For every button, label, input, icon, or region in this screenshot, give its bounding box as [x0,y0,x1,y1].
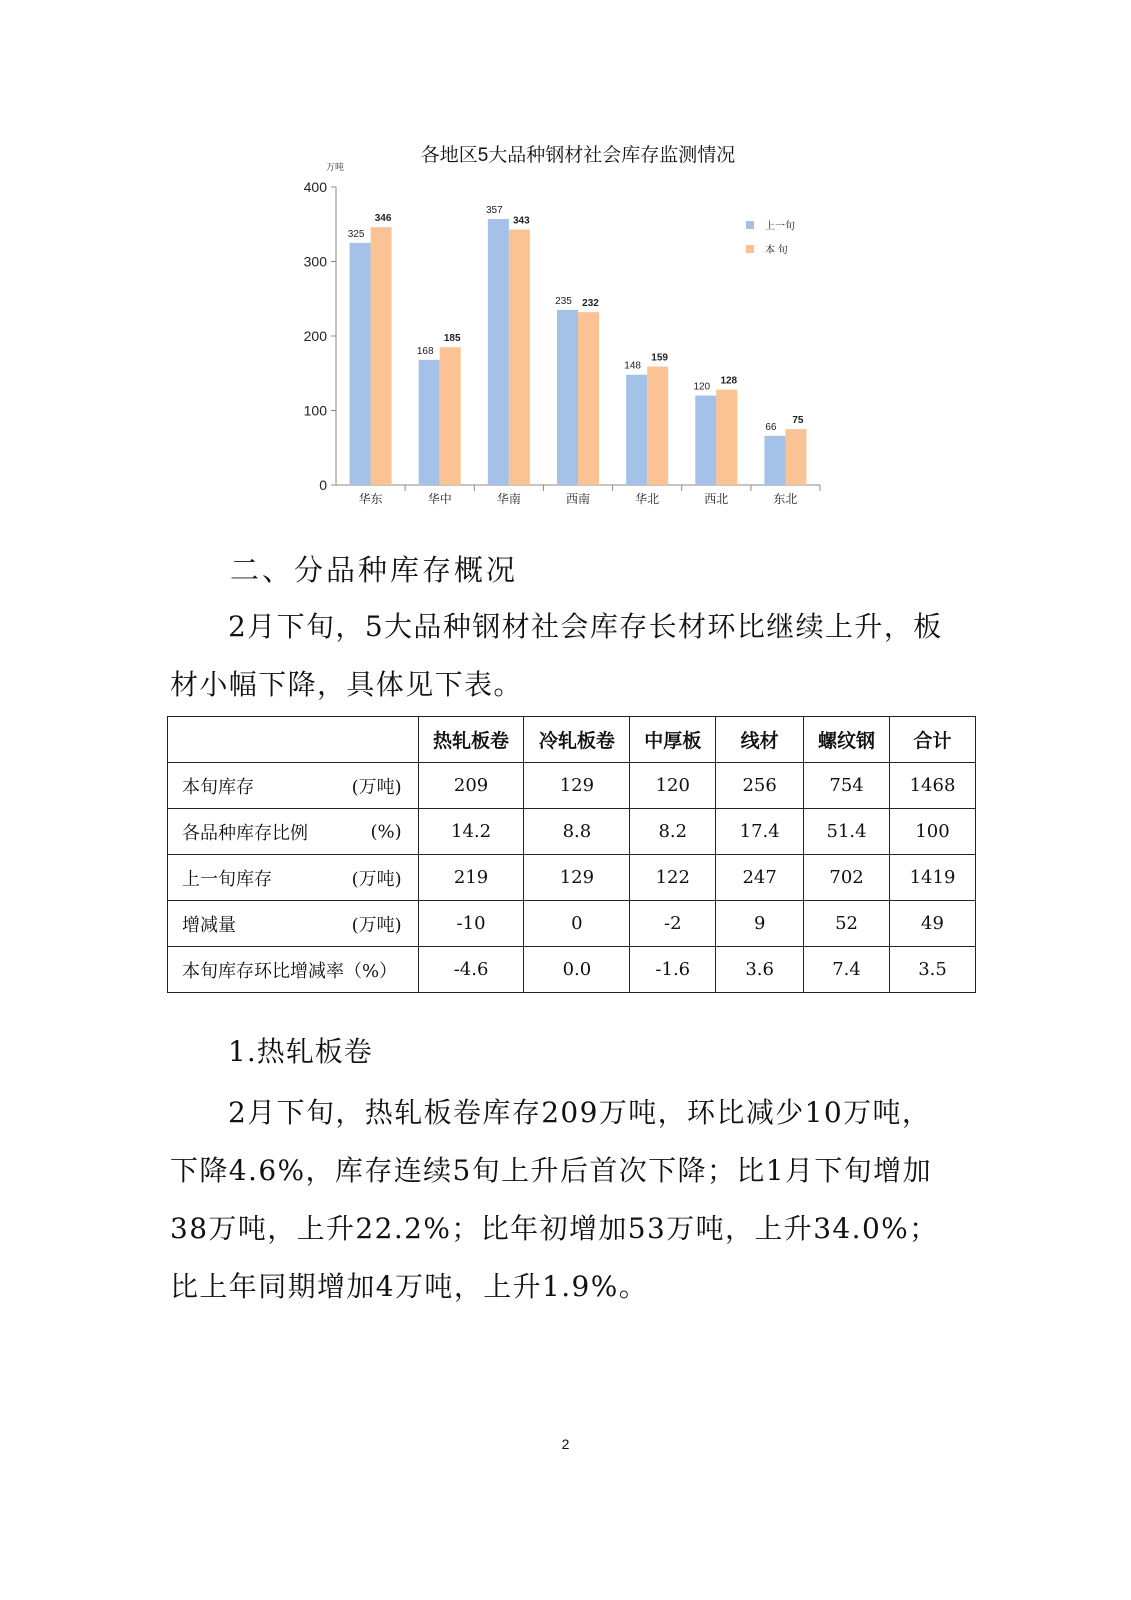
bar-value-label: 232 [582,298,599,310]
table-cell: 52 [804,901,890,947]
inventory-table [167,716,976,993]
table-cell: 9 [716,901,804,947]
row-label: 增减量 [182,914,236,936]
row-label-cell [168,809,419,855]
table-row [168,763,976,809]
row-unit: (万吨) [351,868,402,890]
row-label-cell [168,947,419,993]
table-cell: 129 [524,855,630,901]
table-cell: 17.4 [716,809,804,855]
row-unit: (万吨) [351,776,402,798]
bar [578,312,599,485]
bar [440,347,461,485]
table-header-cell [168,717,419,763]
row-unit: (万吨) [351,914,402,936]
row-label: 本旬库存环比增减率（%） [182,960,398,982]
bar-value-label: 128 [720,375,738,387]
table-header-cell: 冷轧板卷 [524,717,630,763]
bar-value-label: 66 [765,421,777,433]
x-tick-label: 华中 [427,492,452,506]
bar-value-label: 235 [555,295,572,307]
legend-label: 本 旬 [765,245,788,256]
y-axis-unit-label: 万吨 [326,162,345,172]
table-cell: 219 [418,855,524,901]
x-tick-label: 华东 [358,492,383,506]
table-cell: 209 [418,763,524,809]
bar [716,390,737,485]
bar [626,375,647,485]
table-cell: 14.2 [418,809,524,855]
bar-value-label: 168 [416,345,434,357]
bar-value-label: 159 [651,352,668,364]
section-heading: 二、分品种库存概况 [230,553,519,587]
table-cell: 122 [630,855,716,901]
table-cell: 256 [716,763,804,809]
table-cell: -4.6 [418,947,524,993]
table-row [168,809,976,855]
bar-value-label: 346 [374,213,392,225]
table-cell: 3.6 [716,947,804,993]
bar-value-label: 75 [792,415,804,427]
table-header-cell: 螺纹钢 [804,717,890,763]
table-header-cell: 合计 [890,717,976,763]
table-cell: -10 [418,901,524,947]
legend-swatch [746,245,754,253]
row-label-cell [168,901,419,947]
table-cell: -2 [630,901,716,947]
bar [350,243,371,485]
row-label: 上一旬库存 [182,868,272,890]
table-cell: 7.4 [804,947,890,993]
table-cell: 8.2 [630,809,716,855]
bar [509,229,530,485]
y-tick-label: 400 [303,179,327,195]
table-header-cell: 线材 [716,717,804,763]
table-cell: -1.6 [630,947,716,993]
bar-value-label: 148 [624,360,641,372]
table-cell: 51.4 [804,809,890,855]
row-label: 各品种库存比例 [182,822,308,844]
x-tick-label: 华南 [496,492,521,506]
page-number: 2 [561,1436,570,1452]
bar [764,436,785,485]
chart-title: 各地区5大品种钢材社会库存监测情况 [420,145,736,166]
bar [785,429,806,485]
y-tick-label: 200 [303,328,327,344]
table-cell: 754 [804,763,890,809]
table-row [168,855,976,901]
bar [647,367,668,485]
y-tick-label: 300 [303,253,327,270]
bar [488,219,509,485]
row-label-cell [168,763,419,809]
bar-value-label: 185 [443,333,461,345]
bar-value-label: 357 [486,205,503,217]
legend-label: 上一旬 [765,221,795,232]
table-cell: 0.0 [524,947,630,993]
table-cell: 702 [804,855,890,901]
subsection-body-paragraph: 2月下旬，热轧板卷库存209万吨，环比减少10万吨，下降4.6%，库存连续5旬上升后首次下降；比1月下旬增加38万吨，上升22.2%；比年初增加53万吨，上升34.0%；比上年同期增加4万吨，上升1.9%。 [170,1096,939,1303]
table-row [168,901,976,947]
inventory-bar-chart [290,135,850,525]
table-cell: 3.5 [890,947,976,993]
section-intro-paragraph: 2月下旬，5大品种钢材社会库存长材环比继续上升，板材小幅下降，具体见下表。 [170,610,943,701]
legend-swatch [746,221,754,229]
y-tick-label: 100 [303,402,327,419]
row-label: 本旬库存 [182,776,254,798]
bar-value-label: 325 [347,228,365,240]
table-header-row [168,717,976,763]
x-tick-label: 东北 [773,492,798,506]
table-cell: 49 [890,901,976,947]
table-header-cell: 中厚板 [630,717,716,763]
table-cell: 247 [716,855,804,901]
table-cell: 1419 [890,855,976,901]
y-tick-label: 0 [319,477,327,493]
table-cell: 0 [524,901,630,947]
x-tick-label: 西南 [565,492,591,506]
bar [557,310,578,485]
table-header-cell: 热轧板卷 [418,717,524,763]
bar [419,360,440,485]
table-cell: 120 [630,763,716,809]
bar-value-label: 120 [693,381,711,393]
bar [371,227,392,485]
table-cell: 129 [524,763,630,809]
table-cell: 100 [890,809,976,855]
row-unit: (%) [370,821,402,842]
x-tick-label: 西北 [704,492,729,506]
table-cell: 1468 [890,763,976,809]
table-cell: 8.8 [524,809,630,855]
bar [695,396,716,485]
subsection-heading: 1.热轧板卷 [228,1035,373,1068]
row-label-cell [168,855,419,901]
x-tick-label: 华北 [635,492,660,506]
bar-value-label: 343 [513,215,530,227]
table-row [168,947,976,993]
